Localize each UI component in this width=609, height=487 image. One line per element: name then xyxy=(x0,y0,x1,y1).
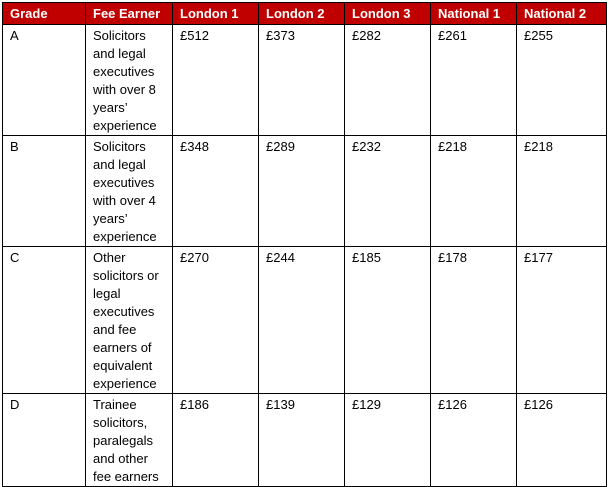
cell-fee-earner: Other solicitors or legal executives and fee earners of equivalent experience xyxy=(86,247,173,394)
header-national-1: National 1 xyxy=(431,3,517,25)
cell-grade: B xyxy=(3,136,86,247)
cell-london-3: £129 xyxy=(345,394,431,487)
cell-fee-earner: Solicitors and legal executives with over 4 years’ experience xyxy=(86,136,173,247)
cell-fee-earner: Solicitors and legal executives with over 8 years’ experience xyxy=(86,25,173,136)
header-london-3: London 3 xyxy=(345,3,431,25)
cell-fee-earner: Trainee solicitors, paralegals and other fee earners xyxy=(86,394,173,487)
cell-grade: C xyxy=(3,247,86,394)
header-fee-earner: Fee Earner xyxy=(86,3,173,25)
cell-london-2: £289 xyxy=(259,136,345,247)
cell-grade: A xyxy=(3,25,86,136)
header-london-1: London 1 xyxy=(173,3,259,25)
cell-london-2: £139 xyxy=(259,394,345,487)
table-row xyxy=(3,25,607,136)
header-london-2: London 2 xyxy=(259,3,345,25)
cell-london-1: £512 xyxy=(173,25,259,136)
cell-national-1: £178 xyxy=(431,247,517,394)
cell-london-3: £282 xyxy=(345,25,431,136)
cell-national-2: £218 xyxy=(517,136,607,247)
cell-london-2: £373 xyxy=(259,25,345,136)
table-header-row xyxy=(3,3,607,25)
cell-national-2: £255 xyxy=(517,25,607,136)
cell-national-1: £218 xyxy=(431,136,517,247)
header-national-2: National 2 xyxy=(517,3,607,25)
table-row xyxy=(3,136,607,247)
cell-grade: D xyxy=(3,394,86,487)
cell-london-1: £348 xyxy=(173,136,259,247)
cell-london-2: £244 xyxy=(259,247,345,394)
table-row xyxy=(3,247,607,394)
cell-national-1: £126 xyxy=(431,394,517,487)
table-row xyxy=(3,394,607,487)
cell-national-2: £126 xyxy=(517,394,607,487)
header-grade: Grade xyxy=(3,3,86,25)
cell-national-2: £177 xyxy=(517,247,607,394)
cell-national-1: £261 xyxy=(431,25,517,136)
cell-london-3: £185 xyxy=(345,247,431,394)
cell-london-1: £270 xyxy=(173,247,259,394)
cell-london-3: £232 xyxy=(345,136,431,247)
cell-london-1: £186 xyxy=(173,394,259,487)
fee-rates-table xyxy=(2,2,607,487)
